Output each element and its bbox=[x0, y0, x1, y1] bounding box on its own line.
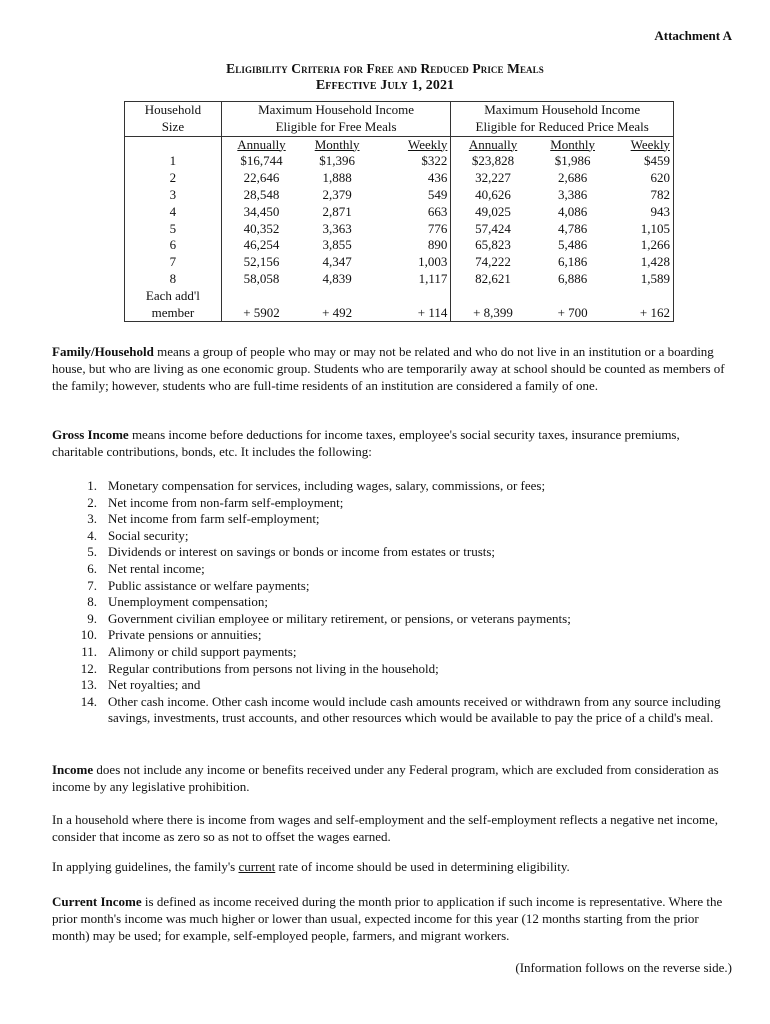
list-item: 6. Net rental income; bbox=[87, 560, 205, 576]
term-gross-income: Gross Income bbox=[52, 427, 129, 442]
table-row: 3 28,548 2,379 549 40,626 3,386 782 bbox=[125, 187, 674, 204]
title-line-2: Effective July 1, 2021 bbox=[315, 78, 455, 93]
term-current-income: Current Income bbox=[52, 894, 142, 909]
list-item: 3. Net income from farm self-employment; bbox=[87, 511, 320, 527]
table-row: 4 34,450 2,871 663 49,025 4,086 943 bbox=[125, 204, 674, 221]
table-row: 6 46,254 3,855 890 65,823 5,486 1,266 bbox=[125, 237, 674, 254]
household-size-header: Household bbox=[125, 102, 222, 119]
list-item: 5. Dividends or interest on savings or bonds or income from estates or trusts; bbox=[87, 544, 496, 560]
list-item: 4. Social security; bbox=[87, 527, 189, 543]
subheader-row: Annually Monthly Weekly Annually Monthly Weekly bbox=[125, 136, 674, 153]
current-income-definition: Current Income is defined as income received during the month prior to application if such income is representative. Where the prior month's income was much higher or lower than usual, expected income for this year (12 months starting from the prior month) may be used; for example, self-employed people, farmers, and migrant workers. bbox=[52, 894, 723, 943]
term-family-household: Family/Household bbox=[52, 344, 154, 359]
document-title bbox=[0, 60, 770, 94]
table-row: 5 40,352 3,363 776 57,424 4,786 1,105 bbox=[125, 221, 674, 238]
table-row: 1 $16,744 $1,396 $322 $23,828 $1,986 $459 bbox=[125, 153, 674, 170]
table-row: 7 52,156 4,347 1,003 74,222 6,186 1,428 bbox=[125, 254, 674, 271]
table-row: 8 58,058 4,839 1,117 82,621 6,886 1,589 bbox=[125, 271, 674, 288]
gross-income-definition: Gross Income means income before deductions for income taxes, employee's social security taxes, insurance premiums, charitable contributions, bonds, etc. It includes the following: bbox=[52, 427, 680, 459]
table-row: 2 22,646 1,888 436 32,227 2,686 620 bbox=[125, 170, 674, 187]
list-item: 13. Net royalties; and bbox=[80, 677, 201, 693]
guidelines-paragraph: In applying guidelines, the family's current rate of income should be used in determining eligibility. bbox=[52, 859, 570, 874]
reverse-side-note: (Information follows on the reverse side.) bbox=[515, 960, 732, 975]
list-item: 12. Regular contributions from persons not living in the household; bbox=[80, 660, 439, 676]
eligibility-table: Household Maximum Household Income Maximum Household Income Size Eligible for Free Meals Eligible for Reduced Price Meals Annually Monthly Weekly Annually Monthly Weekly 1 $16,744 $1,396 $322 $23,828 $1,986 $459 2 22,646 1,888 436 32,227 2,686 620 3 28,548 2,379 549 40,626 3,386 782 4 34,450 2,871 663 49,025 4,086 943 5 40,352 3,363 776 57,424 4,786 1,105 6 46,254 3,855 890 65,823 5,486 1,266 7 52,156 4,347 1,003 74,222 6,186 1,428 8 58,058 4,839 1,117 82,621 6,886 1,589 Each add'l member + 5902 + 492 + 114 + 8,399 + 700 + 162 bbox=[124, 101, 674, 322]
current-underlined: current bbox=[238, 859, 276, 874]
list-item: 10. Private pensions or annuities; bbox=[80, 627, 262, 643]
list-item: 8. Unemployment compensation; bbox=[87, 594, 268, 610]
gross-income-list bbox=[52, 478, 732, 727]
title-line-1: Eligibility Criteria for Free and Reduced Price Meals bbox=[226, 61, 544, 76]
list-item: 1. Monetary compensation for services, including wages, salary, commissions, or fees; bbox=[87, 478, 546, 493]
list-item: 9. Government civilian employee or military retirement, or pensions, or veterans payments; bbox=[87, 610, 571, 626]
additional-member-row: Each add'l bbox=[125, 288, 674, 305]
attachment-label: Attachment A bbox=[654, 28, 732, 43]
list-item: 11. Alimony or child support payments; bbox=[81, 643, 297, 659]
list-item: 2. Net income from non-farm self-employment; bbox=[87, 494, 344, 510]
self-employment-paragraph: In a household where there is income from wages and self-employment and the self-employment reflects a negative net income, consider that income as zero so as not to offset the wages earned. bbox=[52, 812, 719, 844]
income-exclusion-paragraph: Income does not include any income or benefits received under any Federal program, which are excluded from consideration as income by any legislative prohibition. bbox=[52, 762, 719, 794]
term-income: Income bbox=[52, 762, 94, 777]
free-meals-header: Maximum Household Income bbox=[221, 102, 451, 119]
additional-member-row-values: member + 5902 + 492 + 114 + 8,399 + 700 + 162 bbox=[125, 305, 674, 322]
list-item: 7. Public assistance or welfare payments; bbox=[87, 577, 310, 593]
list-item: 14. Other cash income. Other cash income would include cash amounts received or withdrawn from any source including savings, investments, trust accounts, and other resources which would be available to pay the price of a child's meal. bbox=[80, 693, 721, 726]
family-household-definition: Family/Household means a group of people who may or may not be related and who do not live in an institution or a boarding house, but who are living as one economic group. Students who are temporarily away at school should be counted as members of the family; however, students who are full-time residents of an institution are considered a family of one. bbox=[52, 344, 725, 393]
reduced-meals-header: Maximum Household Income bbox=[451, 102, 674, 119]
